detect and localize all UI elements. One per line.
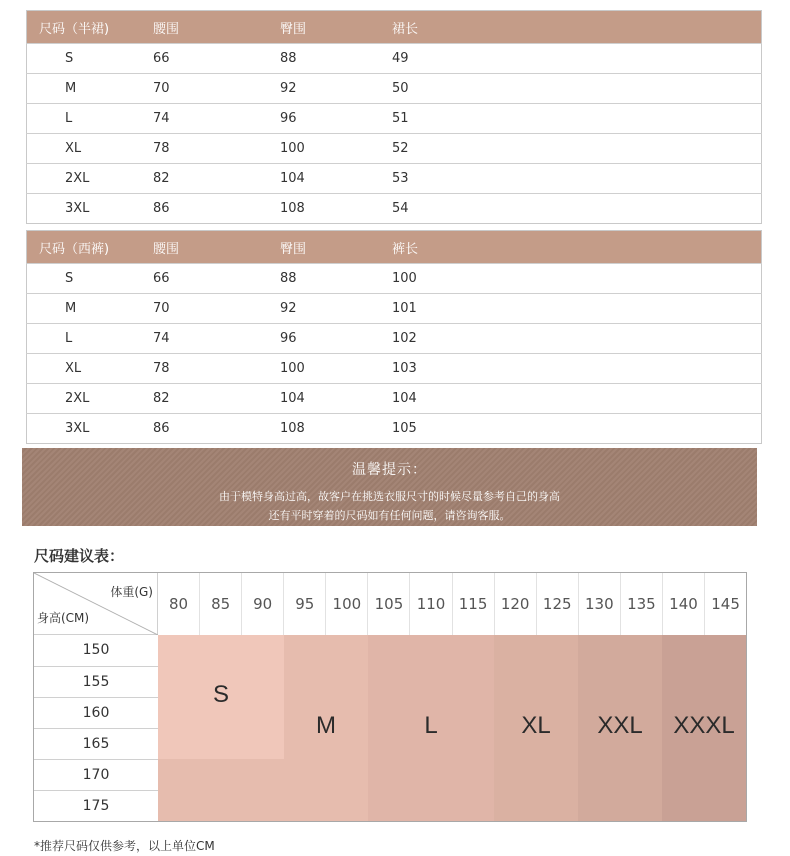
size-block-l [368,635,494,821]
header-pants-length: 裤长 [391,231,762,264]
table-cell: S [27,44,153,74]
tip-line: 还有平时穿着的尺码如有任何问题，请咨询客服。 [268,509,511,522]
table-cell: 102 [391,324,762,354]
table-cell: 103 [391,354,762,384]
table-cell: 100 [279,354,391,384]
weight-value: 135 [621,573,663,635]
size-block-xxl [578,635,662,821]
table-cell: 49 [391,44,762,74]
weight-value: 140 [663,573,705,635]
table-cell: 108 [279,194,391,224]
weight-value: 145 [711,595,740,613]
table-cell: 108 [279,414,391,444]
height-column [34,635,158,821]
weight-value: 115 [453,573,495,635]
size-blocks [158,635,746,821]
table-cell: 92 [279,74,391,104]
weight-value: 105 [368,573,410,635]
weight-value: 100 [326,573,368,635]
size-block-s [158,635,284,759]
footnote: *推荐尺码仅供参考，以上单位CM [34,839,215,853]
table-cell: 51 [391,104,762,134]
table-cell: 70 [152,294,279,324]
table-cell: 3XL [27,194,153,224]
header-skirt-length: 裙长 [391,11,762,44]
table-cell: 100 [279,134,391,164]
height-value: 150 [82,642,110,658]
table-cell: 86 [152,414,279,444]
weight-value: 80 [158,573,200,635]
table-row [27,104,762,134]
weight-value: 130 [579,573,621,635]
weight-value: 125 [537,573,579,635]
table-cell: 88 [279,44,391,74]
weight-label: 体重(G) [110,585,153,599]
header-waist: 腰围 [152,231,279,264]
table-cell: 50 [391,74,762,104]
table-cell: 104 [279,384,391,414]
table-cell: 52 [391,134,762,164]
tip-line: 由于模特身高过高，故客户在挑选衣服尺寸的时候尽量参考自己的身高 [219,490,560,503]
table-cell: 92 [279,294,391,324]
table-cell: 2XL [27,384,153,414]
table-row [27,414,762,444]
header-hip: 臀围 [279,11,391,44]
weight-value: 90 [242,573,284,635]
table-row [27,74,762,104]
size-label-xxxl: XXXL [673,712,735,739]
weight-value: 120 [495,573,537,635]
table-cell: 96 [279,324,391,354]
table-cell: 105 [391,414,762,444]
weight-value: 95 [284,573,326,635]
size-label-xxl: XXL [597,712,643,739]
height-value: 165 [34,728,158,759]
table-cell: 96 [279,104,391,134]
weight-value: 110 [410,573,452,635]
table-cell: 100 [391,264,762,294]
size-guide-table [33,572,747,822]
height-value: 170 [34,759,158,790]
table-cell: 66 [152,44,279,74]
table-cell: 74 [152,324,279,354]
table-row [27,164,762,194]
table-cell: 78 [152,354,279,384]
header-hip: 臀围 [279,231,391,264]
table-cell: 104 [279,164,391,194]
pants-size-table [26,230,762,444]
table-cell: S [27,264,153,294]
height-value: 155 [34,666,158,697]
table-row [27,384,762,414]
header-size: 尺码（半裙) [27,11,153,44]
table-cell: 101 [391,294,762,324]
table-cell: 53 [391,164,762,194]
table-cell: 66 [152,264,279,294]
table-row [27,354,762,384]
table-row [27,324,762,354]
table-header-row [27,11,762,44]
table-cell: M [27,74,153,104]
table-cell: 3XL [27,414,153,444]
table-cell: 70 [152,74,279,104]
table-cell: 78 [152,134,279,164]
header-waist: 腰围 [152,11,279,44]
table-row [27,44,762,74]
skirt-size-table [26,10,762,224]
height-value: 175 [34,790,158,821]
tip-title: 温馨提示： [352,462,427,478]
table-cell: XL [27,134,153,164]
table-cell: 82 [152,384,279,414]
table-cell: 104 [391,384,762,414]
header-size: 尺码（西裤) [27,231,153,264]
corner-header [34,573,158,635]
weight-value: 85 [200,573,242,635]
table-cell: L [27,104,153,134]
size-block-m [284,635,368,821]
table-cell: 86 [152,194,279,224]
height-label: 身高(CM) [37,611,90,625]
table-row [27,294,762,324]
size-label-m: M [316,712,336,739]
table-header-row [27,231,762,264]
size-block-xxxl [662,635,746,821]
table-cell: 54 [391,194,762,224]
table-cell: 82 [152,164,279,194]
table-row [27,194,762,224]
table-cell: 2XL [27,164,153,194]
size-block-s-lower [158,759,284,821]
size-guide-heading: 尺码建议表： [34,547,125,565]
table-cell: 74 [152,104,279,134]
height-value: 160 [34,697,158,728]
tip-banner [22,448,757,526]
table-cell: M [27,294,153,324]
size-block-xl [494,635,578,821]
weight-header-row [158,573,746,635]
table-row [27,264,762,294]
table-row [27,134,762,164]
table-cell: 88 [279,264,391,294]
table-cell: L [27,324,153,354]
table-cell: XL [27,354,153,384]
size-label-xl: XL [521,712,551,739]
size-label-l: L [424,712,438,739]
size-label-s: S [212,681,229,708]
